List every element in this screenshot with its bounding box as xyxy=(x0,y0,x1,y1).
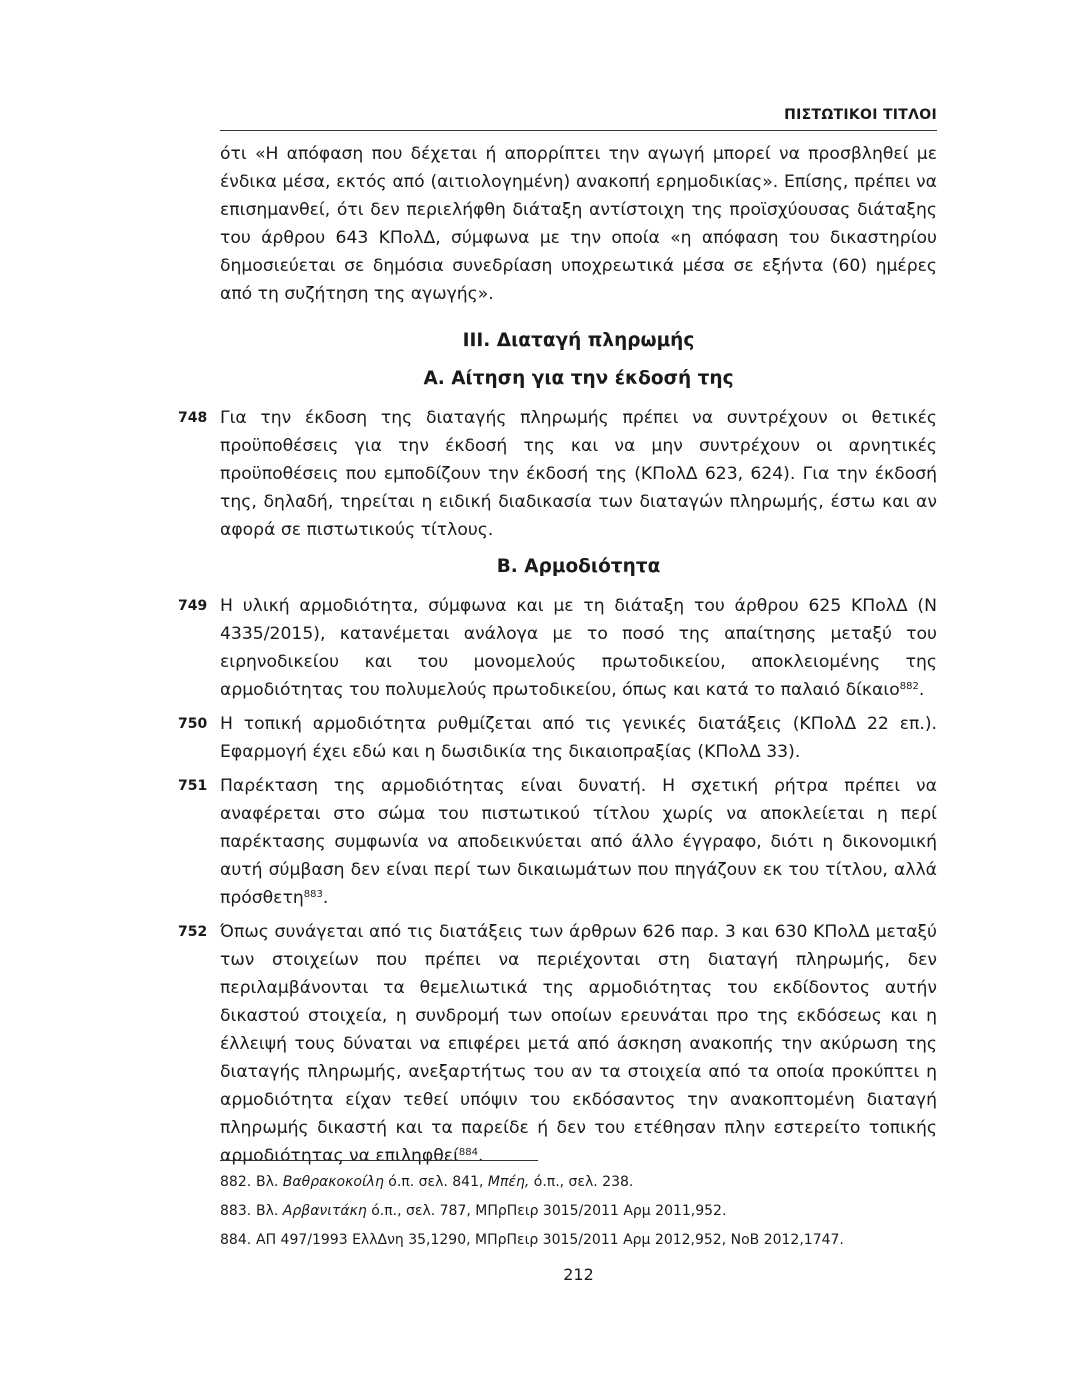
footnote-number: 884. xyxy=(220,1232,252,1248)
margin-number: 752 xyxy=(178,924,208,940)
footnote-text: ό.π., σελ. 238. xyxy=(529,1174,634,1190)
paragraph-749 xyxy=(178,592,937,704)
footnote-text: ΑΠ 497/1993 ΕλλΔνη 35,1290, ΜΠρΠειρ 3015/2011 Αρμ 2012,952, ΝοΒ 2012,1747. xyxy=(256,1232,844,1248)
paragraph-end: . xyxy=(322,888,329,908)
subsection-b-title: Β. Αρμοδιότητα xyxy=(496,556,661,577)
paragraph-body: Παρέκταση της αρμοδιότητας είναι δυνατή. Η σχετική ρήτρα πρέπει να αναφέρεται στο σώμα του πιστωτικού τίτλου χωρίς να αποκλείεται η περί παρέκτασης συμφωνία να αποδεικνύεται από άλλο έγγραφο, διότι η δικονομική αυτή σύμβαση δεν είναι περί των δικαιωμάτων που πηγάζουν εκ του τίτλου, αλλά πρόσθετη xyxy=(220,776,937,908)
footnote-884 xyxy=(220,1226,937,1255)
paragraph-750 xyxy=(178,710,937,766)
paragraph-end: . xyxy=(918,680,925,700)
paragraph-body: Η υλική αρμοδιότητα, σύμφωνα και με τη διάταξη του άρθρου 625 ΚΠολΔ (Ν 4335/2015), κατανέμεται ανάλογα με το ποσό της απαίτησης μεταξύ του ειρηνοδικείου και του μονομελούς πρωτοδικείου, αποκλειομένης της αρμοδιότητας του πολυμελούς πρωτοδικείου, όπως και κατά το παλαιό δίκαιο xyxy=(220,596,937,700)
footnote-author: Μπέη, xyxy=(487,1174,530,1190)
paragraph-text xyxy=(220,772,937,912)
intro-paragraph xyxy=(220,140,937,308)
footnote-author: Αρβανιτάκη xyxy=(282,1203,367,1219)
footnote-number: 883. xyxy=(220,1203,252,1219)
footnote-number: 882. xyxy=(220,1174,252,1190)
paragraph-752 xyxy=(178,918,937,1170)
header-rule xyxy=(220,130,937,131)
margin-number: 751 xyxy=(178,778,208,794)
footnote-text: Βλ. xyxy=(256,1203,283,1219)
intro-text: ότι «Η απόφαση που δέχεται ή απορρίπτει την αγωγή μπορεί να προσβληθεί με ένδικα μέσα, εκτός από (αιτιολογημένη) ανακοπή ερημοδικίας». Επίσης, πρέπει να επισημανθεί, ότι δεν περιελήφθη διάταξη αντίστοιχη της προϊσχύουσας διάταξης του άρθρου 643 ΚΠολΔ, σύμφωνα με την οποία «η απόφαση του δικαστηρίου δημοσιεύεται σε δημόσια συνεδρίαση υποχρεωτικά μέσα σε εξήντα (60) ημέρες από τη συζήτηση της αγωγής». xyxy=(220,144,937,304)
paragraph-text xyxy=(220,592,937,704)
footnote-text: Βλ. xyxy=(256,1174,283,1190)
margin-number: 748 xyxy=(178,410,208,426)
page-body xyxy=(178,140,937,1176)
section-title: ΙΙΙ. Διαταγή πληρωμής xyxy=(462,330,695,351)
footnotes xyxy=(220,1168,937,1255)
margin-number: 750 xyxy=(178,716,208,732)
paragraph-end: . xyxy=(477,1146,484,1166)
paragraph-751 xyxy=(178,772,937,912)
footnote-text: ό.π. σελ. 841, xyxy=(383,1174,488,1190)
margin-number: 749 xyxy=(178,598,208,614)
subsection-a-title: Α. Αίτηση για την έκδοσή της xyxy=(423,368,734,389)
footnote-author: Βαθρακοκοίλη xyxy=(282,1174,384,1190)
paragraph-text: Για την έκδοση της διαταγής πληρωμής πρέπει να συντρέχουν οι θετικές προϋποθέσεις για την έκδοσή της και να μην συντρέχουν οι αρνητικές προϋποθέσεις που εμποδίζουν την έκδοσή της (ΚΠολΔ 623, 624). Για την έκδοσή της, δηλαδή, τηρείται η ειδική διαδικασία των διαταγών πληρωμής, έστω και αν αφορά σε πιστωτικούς τίτλους. xyxy=(220,408,937,540)
footnote-883 xyxy=(220,1197,937,1226)
footnote-ref: 883 xyxy=(303,889,323,900)
paragraph-text xyxy=(220,918,937,1170)
footnote-rule xyxy=(220,1160,538,1161)
paragraph-body: Όπως συνάγεται από τις διατάξεις των άρθρων 626 παρ. 3 και 630 ΚΠολΔ μεταξύ των στοιχείων που πρέπει να περιέχονται στη διαταγή πληρωμής, δεν περιλαμβάνονται τα θεμελιωτικά της αρμοδιότητας του εκδίδοντος αυτήν δικαστού στοιχεία, η συνδρομή των οποίων ερευνάται προ της εκδόσεως και η έλλειψή τους δύναται να επιφέρει μετά από άσκηση ανακοπής την ακύρωση της διαταγής πληρωμής, ανεξαρτήτως του αν τα στοιχεία από τα οποία προκύπτει η αρμοδιότητα είχαν τεθεί υπόψιν του εκδόσαντος την ανακοπτομένη διαταγή πληρωμής δικαστή και τα παρείδε ή δεν του ετέθησαν πλην εστερείτο τοπικής αρμοδιότητας να επιληφθεί xyxy=(220,922,937,1166)
page-number: 212 xyxy=(563,1265,594,1284)
paragraph-748 xyxy=(178,404,937,544)
running-header: ΠΙΣΤΩΤΙΚΟΙ ΤΙΤΛΟΙ xyxy=(784,107,937,123)
footnote-ref: 884 xyxy=(458,1147,478,1158)
paragraph-text: Η τοπική αρμοδιότητα ρυθμίζεται από τις γενικές διατάξεις (ΚΠολΔ 22 επ.). Εφαρμογή έχει εδώ και η δωσιδικία της δικαιοπραξίας (ΚΠολΔ 33). xyxy=(220,714,937,762)
footnote-text: ό.π., σελ. 787, ΜΠρΠειρ 3015/2011 Αρμ 2011,952. xyxy=(366,1203,727,1219)
footnote-ref: 882 xyxy=(899,681,919,692)
footnote-882 xyxy=(220,1168,937,1197)
